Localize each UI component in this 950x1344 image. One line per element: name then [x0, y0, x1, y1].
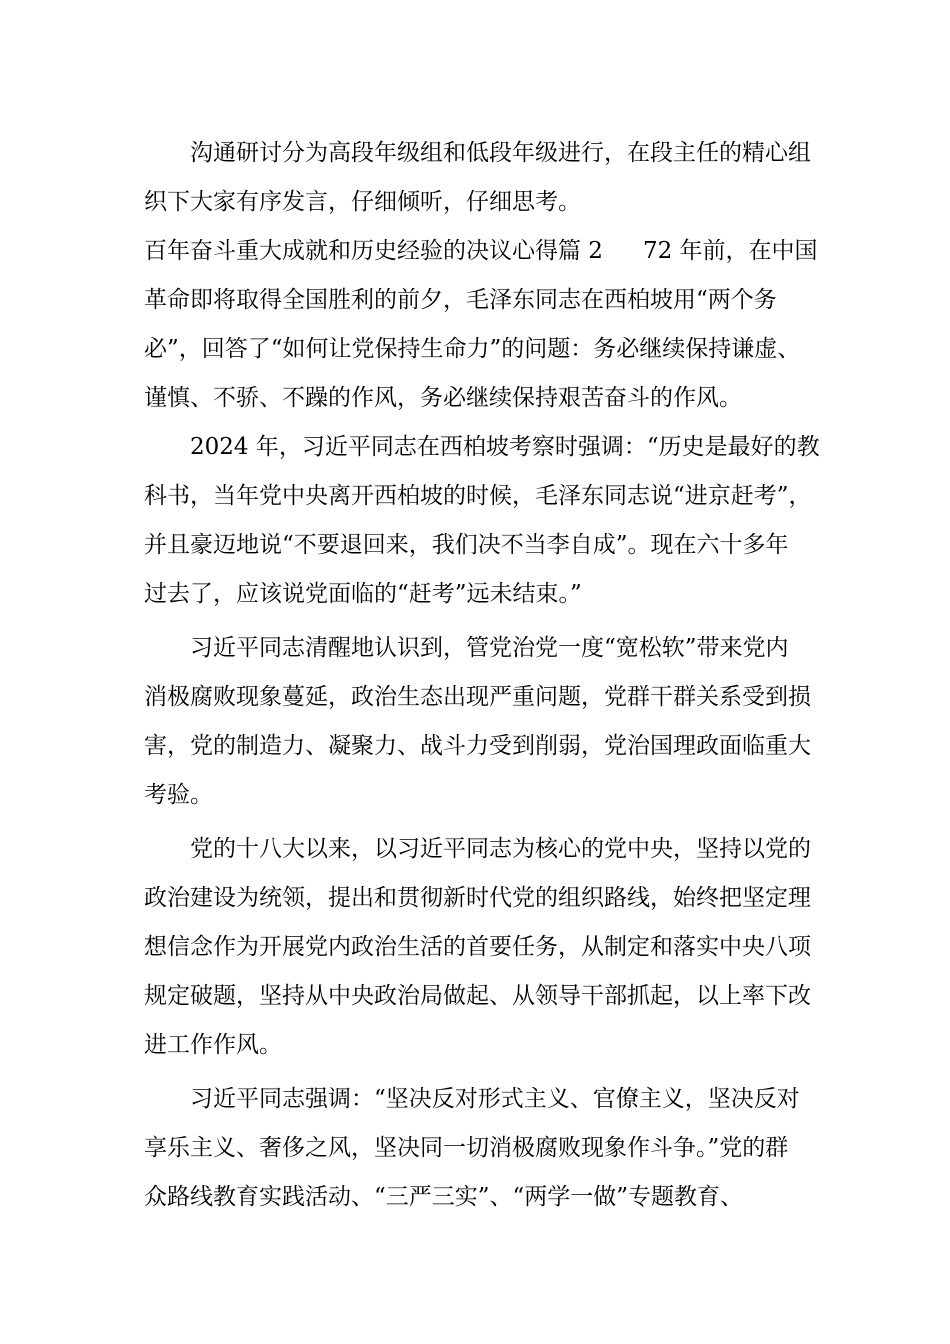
text-line: 并且豪迈地说“不要退回来，我们决不当李自成”。现在六十多年: [144, 532, 789, 558]
text-line: 科书，当年党中央离开西柏坡的时候，毛泽东同志说“进京赶考”，: [144, 483, 812, 509]
text-line: 党的十八大以来，以习近平同志为核心的党中央，坚持以党的: [190, 836, 811, 862]
text-line: 习近平同志清醒地认识到，管党治党一度“宽松软”带来党内: [190, 635, 789, 661]
text-line-continuation: 72 年前，在中国: [642, 238, 818, 264]
text-line: 2024 年，习近平同志在西柏坡考察时强调：“历史是最好的教: [190, 434, 820, 460]
text-line: 过去了，应该说党面临的“赶考”远未结束。”: [144, 581, 582, 607]
text-line: 革命即将取得全国胜利的前夕，毛泽东同志在西柏坡用“两个务: [144, 287, 777, 313]
text-line: 享乐主义、奢侈之风，坚决同一切消极腐败现象作斗争。”党的群: [144, 1135, 789, 1161]
text-line: 害，党的制造力、凝聚力、战斗力受到削弱，党治国理政面临重大: [144, 733, 811, 759]
text-line: 想信念作为开展党内政治生活的首要任务，从制定和落实中央八项: [144, 934, 811, 960]
text-line: 政治建设为统领，提出和贯彻新时代党的组织路线，始终把坚定理: [144, 885, 811, 911]
text-line: 消极腐败现象蔓延，政治生态出现严重问题，党群干群关系受到损: [144, 684, 811, 710]
text-line: 众路线教育实践活动、“三严三实”、“两学一做”专题教育、: [144, 1184, 744, 1210]
text-line: 沟通研讨分为高段年级组和低段年级进行，在段主任的精心组: [190, 140, 811, 166]
text-line: 考验。: [144, 782, 213, 808]
section-heading: 百年奋斗重大成就和历史经验的决议心得篇 2: [144, 238, 603, 264]
text-line: 进工作作风。: [144, 1032, 282, 1058]
text-line: 必”，回答了“如何让党保持生命力”的问题：务必继续保持谦虚、: [144, 336, 801, 362]
text-line: 谨慎、不骄、不躁的作风，务必继续保持艰苦奋斗的作风。: [144, 385, 742, 411]
text-line: 规定破题，坚持从中央政治局做起、从领导干部抓起，以上率下改: [144, 983, 811, 1009]
section-heading-line: [144, 232, 834, 270]
text-line: 织下大家有序发言，仔细倾听，仔细思考。: [144, 189, 581, 215]
text-line: 习近平同志强调：“坚决反对形式主义、官僚主义，坚决反对: [190, 1086, 800, 1112]
